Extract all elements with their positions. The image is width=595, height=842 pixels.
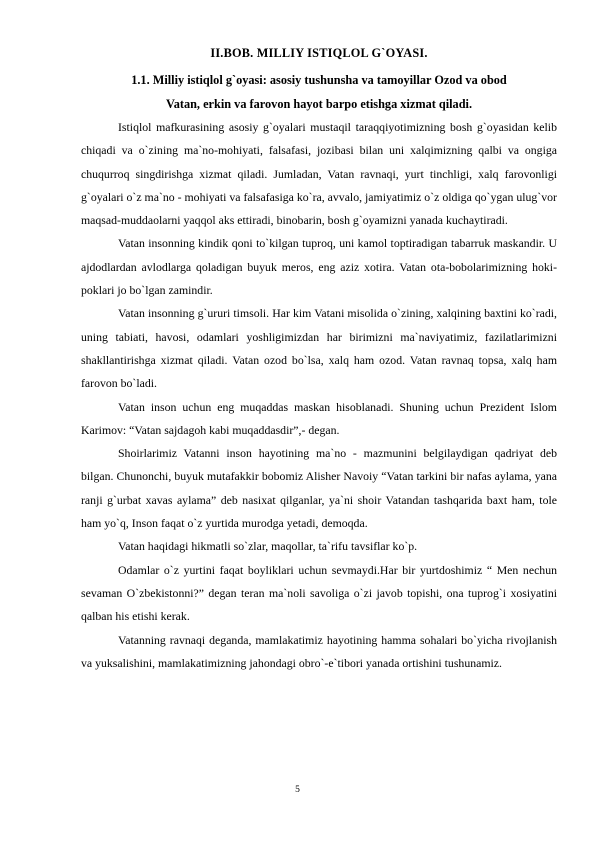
paragraph-1: Istiqlol mafkurasining asosiy g`oyalari mustaqil taraqqiyotimizning bosh g`oyasidan kelib chiqadi va o`zining ma`no-mohiyati, falsafasi, jozibasi bilan uni xalqimizning qalbi va ongiga chuqurroq singdirishga xizmat qiladi. Jumladan, Vatan ravnaqi, yurt tinchligi, xalq farovonligi g`oyalari o`z ma`no - mohiyati va falsafasiga ko`ra, avvalo, jamiyatimiz o`z oldiga qo`ygan ulug`vor maqsad-muddaolarni yaqqol aks ettiradi, binobarin, bosh g`oyamizni yanada kuchaytiradi. — [81, 120, 557, 228]
paragraph-3: Vatan insonning g`ururi timsoli. Har kim Vatani misolida o`zining, xalqining baxtini ko`radi, uning tabiati, havosi, odamlari yoshligimizdan har birimizni ma`naviyatimiz, fazilatlarimizni shakllantirishga xizmat qiladi. Vatan ozod bo`lsa, xalq ham ozod. Vatan ravnaq topsa, xalq ham farovon bo`ladi. — [81, 306, 557, 391]
page-number: 5 — [295, 785, 300, 795]
paragraph-7: Odamlar o`z yurtini faqat boyliklari uchun sevmaydi.Har bir yurtdoshimiz “ Men nechun sevaman O`zbekistonni?” degan teran ma`noli savoliga o`zi javob topishi, ona tuprog`i xosiyatini qalban his etishi kerak. — [81, 562, 557, 624]
section-title-line-1: 1.1. Milliy istiqlol g`oyasi: asosiy tushunsha va tamoyillar Ozod va obod — [131, 73, 507, 87]
chapter-title: II.BOB. MILLIY ISTIQLOL G`OYASI. — [210, 46, 428, 60]
paragraph-8: Vatanning ravnaqi deganda, mamlakatimiz hayotining hamma sohalari bo`yicha rivojlanish va yuksalishini, mamlakatimizning jahondagi obro`-e`tibori yanada ortishini tushunamiz. — [81, 632, 557, 670]
paragraph-4: Vatan inson uchun eng muqaddas maskan hisoblanadi. Shuning uchun Prezident Islom Karimov: “Vatan sajdagoh kabi muqaddasdir”,- degan. — [81, 399, 557, 437]
paragraph-5: Shoirlarimiz Vatanni inson hayotining ma`no - mazmunini belgilaydigan qadriyat deb bilgan. Chunonchi, buyuk mutafakkir bobomiz Alisher Navoiy “Vatan tarkini bir nafas aylama, yana ranji g`urbat xavas aylama” deb nasixat qilganlar, ya`ni shoir Vatandan tashqarida baxt ham, tole ham yo`q, Inson faqat o`z yurtida murodga yetadi, demoqda. — [81, 446, 557, 531]
section-title-line-2: Vatan, erkin va farovon hayot barpo etishga xizmat qiladi. — [165, 97, 473, 111]
paragraph-6: Vatan haqidagi hikmatli so`zlar, maqollar, ta`rifu tavsiflar ko`p. — [118, 539, 418, 554]
page-content — [81, 43, 557, 675]
paragraph-2: Vatan insonning kindik qoni to`kilgan tuproq, uni kamol toptiradigan tabarruk maskandir. U ajdodlardan avlodlarga qoladigan buyuk meros, eng aziz xotira. Vatan ota-bobolarimizning hoki-poklari jo bo`lgan zamindir. — [81, 236, 557, 298]
